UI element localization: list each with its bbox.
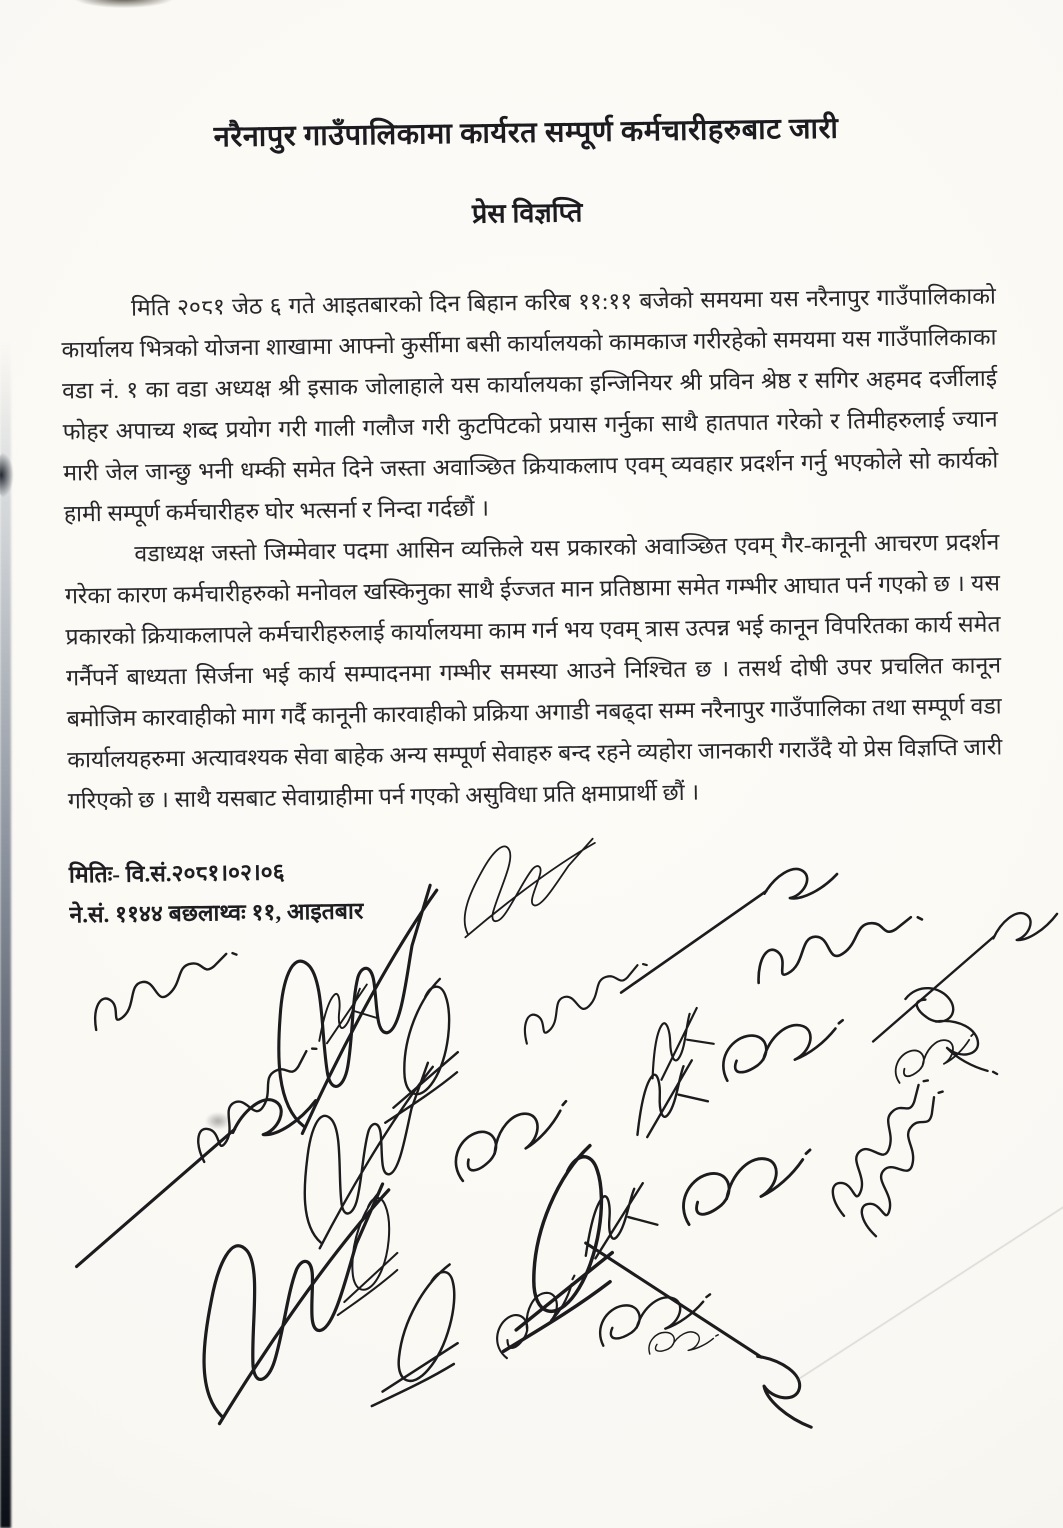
scan-shadow-left-edge [0, 340, 11, 1528]
signatures-cluster [0, 830, 1063, 1528]
signature [718, 1015, 850, 1081]
signature [306, 983, 381, 1046]
signature [854, 1084, 951, 1236]
signature [850, 903, 1063, 1041]
scan-smudge-dot [205, 1112, 231, 1130]
signature [149, 1170, 448, 1423]
signature [220, 873, 507, 1134]
document-subtitle: प्रेस विज्ञप्ति [471, 197, 583, 229]
signature [187, 1037, 322, 1162]
scan-smudge-top-edge [74, 0, 174, 8]
signature [86, 940, 241, 1030]
date-bs-line: मितिः- वि.सं.२०८१।०२।०६ [68, 859, 285, 888]
signature [504, 1137, 633, 1367]
date-ns-line: ने.सं. ११४४ बछलाथ्वः ११, आइतबार [69, 898, 364, 928]
signature [446, 1096, 579, 1181]
paragraph-demand: वडाध्यक्ष जस्तो जिम्मेवार पदमा आसिन व्यक्तिले यस प्रकारको अवाञ्छित एवम् गैर-कानूनी आचरण प्रदर्शन गरेका कारण कर्मचारीहरुको मनोवल खस्किनुका साथै ईज्जत मान प्रतिष्ठामा समेत गम्भीर आघात पर्न गएको छ । यस प्रकारको क्रियाकलापले कर्मचारीहरुलाई कार्यालयमा काम गर्न भय एवम् त्रास उत्पन्न भई कानून विपरितका कार्य समेत गर्नैपर्ने बाध्यता सिर्जना भई कार्य सम्पादनमा गम्भीर समस्या आउने निश्चित छ । तसर्थ दोषी उपर प्रचलित कानून बमोजिम कारवाहीको माग गर्दै कानूनी कारवाहीको प्रक्रिया अगाडी नबढ्दा सम्म नरैनापुर गाउँपालिका तथा सम्पूर्ण वडा कार्यालयहरुमा अत्यावश्यक सेवा बाहेक अन्य सम्पूर्ण सेवाहरु बन्द रहने व्यहोरा जानकारी गराउँदै यो प्रेस विज्ञप्ति जारी गरिएको छ । साथै यसबाट सेवाग्राहीमा पर्न गएको असुविधा प्रति क्षमाप्रार्थी छौं । [64, 529, 1003, 814]
signature [823, 1071, 935, 1216]
document-title: नरैनापुर गाउँपालिकामा कार्यरत सम्पूर्ण कर्मचारीहरुबाट जारी [213, 112, 839, 154]
signature [750, 903, 925, 984]
signature [487, 1272, 591, 1359]
signature [890, 1030, 981, 1083]
signature [516, 952, 651, 1043]
signature [675, 1144, 820, 1225]
signature [605, 862, 851, 993]
signature [632, 1006, 718, 1083]
signature [596, 1290, 716, 1346]
signature [905, 977, 1001, 1093]
press-release-content [58, 106, 1004, 936]
paragraph-incident: मिति २०८१ जेठ ६ गते आइतबारको दिन बिहान करिब ११:११ बजेको समयमा यस नरैनापुर गाउँपालिकाको कार्यालय भित्रको योजना शाखामा आफ्नो कुर्सीमा बसी कार्यालयको कामकाज गरीरहेको समयमा यस गाउँपालिकाका वडा नं. १ का वडा अध्यक्ष श्री इसाक जोलाहाले यस कार्यालयका इन्जिनियर श्री प्रविन श्रेष्ठ र सगिर अहमद दर्जीलाई फोहर अपाच्य शब्द प्रयोग गरी गाली गलौज गरी कुटपिटको प्रयास गर्नुका साथै हातपात गरेको र तिमीहरुलाई ज्यान मारी जेल जान्छु भनी धम्की समेत दिने जस्ता अवाञ्छित क्रियाकलाप एवम् व्यवहार प्रदर्शन गर्नु भएकोले सो कार्यको हामी सम्पूर्ण कर्मचारीहरु घोर भत्सर्ना र निन्दा गर्दछौं । [61, 283, 999, 527]
signature [385, 974, 469, 1131]
signature [47, 1087, 342, 1267]
signature [261, 1053, 482, 1248]
signature [372, 1255, 480, 1425]
scan-shadow-bump [0, 452, 14, 498]
signature [451, 831, 607, 938]
signature [649, 1332, 718, 1354]
signature [568, 1181, 662, 1261]
